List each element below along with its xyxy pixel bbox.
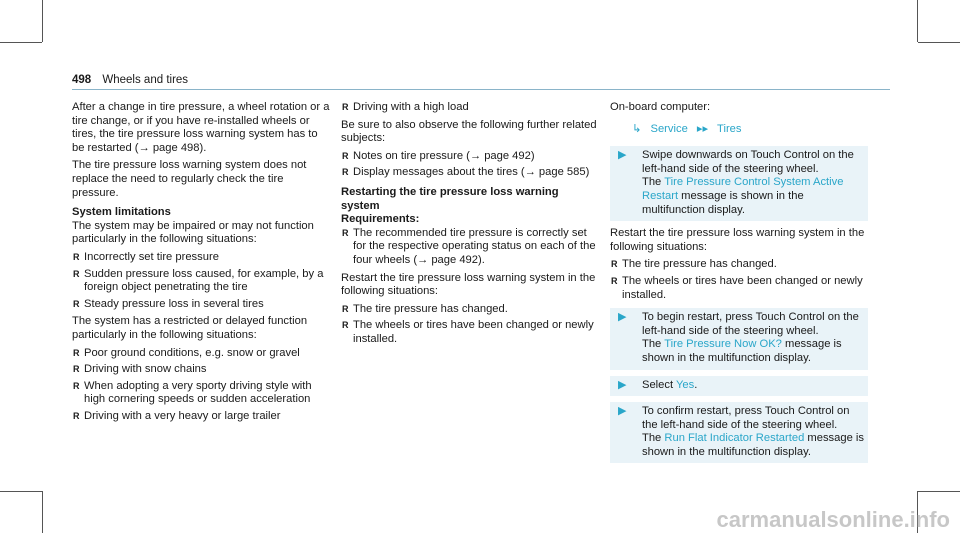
step-text: Swipe downwards on Touch Control on the left-hand side of the steering wheel. <box>642 149 854 175</box>
crop-mark <box>918 491 960 492</box>
paragraph: The system may be impaired or may not function particularly in the following situations: <box>72 219 314 246</box>
list-item: R Driving with a very heavy or large trailer <box>72 410 330 424</box>
crop-mark <box>0 491 42 492</box>
list-item: R Incorrectly set tire pressure <box>72 251 330 265</box>
bullet-list <box>72 347 330 424</box>
list-item: R Driving with a high load <box>341 101 599 115</box>
header-rule <box>72 89 890 90</box>
paragraph: Restart the tire pressure loss warning system in the following situations: <box>610 227 865 253</box>
double-chevron-icon: ▸▸ <box>696 122 709 135</box>
instruction-step <box>610 376 868 397</box>
list-item: R The tire pressure has changed. <box>610 258 868 272</box>
paragraph: After a change in tire pressure, a wheel rotation or a tire change, or if you have re-installed wheels or tires, the tire pressure loss warning system has to be restarted (→ page 498). <box>72 101 330 154</box>
list-item: R The wheels or tires have been changed or newly installed. <box>610 275 868 302</box>
bullet-list <box>610 258 868 302</box>
step-text <box>642 379 864 393</box>
crop-mark <box>42 491 43 533</box>
step-arrow-icon: ▶ <box>618 149 627 162</box>
step-result <box>642 432 864 459</box>
step-result-prefix: The <box>642 432 662 445</box>
section-heading: Restarting the tire pressure loss warning system <box>341 185 559 212</box>
list-item: R Poor ground conditions, e.g. snow or gravel <box>72 347 330 361</box>
page-number: 498 <box>72 74 92 86</box>
column-2 <box>341 101 599 351</box>
menu-tires: Tires <box>717 122 742 135</box>
list-item: R Sudden pressure loss caused, for example, by a foreign object penetrating the tire <box>72 268 330 295</box>
paragraph: The tire pressure loss warning system does not replace the need to regularly check the tire pressure. <box>72 159 307 199</box>
menu-service: Service <box>650 122 688 135</box>
paragraph: Be sure to also observe the following further related subjects: <box>341 118 597 145</box>
paragraph: Restart the tire pressure loss warning system in the following situations: <box>341 271 596 298</box>
crop-mark <box>918 42 960 43</box>
step-arrow-icon: ▶ <box>618 378 627 391</box>
list-item: R When adopting a very sporty driving style with high cornering speeds or sudden acceleration <box>72 380 330 407</box>
bullet-list <box>341 101 599 115</box>
bullet-list <box>341 150 599 180</box>
list-item: R Driving with snow chains <box>72 363 330 377</box>
step-result-suffix: message is shown in the multifunction display. <box>642 432 865 458</box>
bullet-list <box>341 303 599 347</box>
step-result <box>642 176 864 217</box>
section-title: Wheels and tires <box>102 74 189 86</box>
step-result-suffix: message is shown in the multifunction display. <box>642 338 842 364</box>
section-heading: System limitations <box>72 206 171 219</box>
page-header <box>72 74 188 88</box>
crop-mark <box>42 0 43 42</box>
step-result-suffix: message is shown in the multifunction display. <box>642 189 804 216</box>
bullet-list <box>72 251 330 311</box>
column-1 <box>72 101 330 427</box>
step-result-prefix: The <box>642 338 662 351</box>
step-result-prefix: The <box>642 176 662 189</box>
instruction-step <box>610 308 868 369</box>
crop-mark <box>0 42 42 43</box>
list-item: R The wheels or tires have been changed or newly installed. <box>341 319 599 346</box>
list-item: R Display messages about the tires (→ page 585) <box>341 166 599 180</box>
step-arrow-icon: ▶ <box>618 311 627 324</box>
intro-text: On-board computer: <box>610 101 711 113</box>
display-message: Tire Pressure Control System Active Restart <box>642 176 844 202</box>
menu-path <box>610 123 868 137</box>
requirements-heading: Requirements: <box>341 213 420 226</box>
list-item: R The tire pressure has changed. <box>341 303 599 317</box>
instruction-step <box>610 402 868 463</box>
crop-mark <box>917 0 918 42</box>
step-text: To confirm restart, press Touch Control on the left-hand side of the steering wheel. <box>642 405 850 431</box>
step-text-prefix: Select <box>642 378 674 391</box>
display-message: Tire Pressure Now OK? <box>664 338 782 351</box>
list-item: R Notes on tire pressure (→ page 492) <box>341 150 599 164</box>
list-item: R Steady pressure loss in several tires <box>72 298 330 312</box>
column-3 <box>610 101 868 469</box>
watermark: carmanualsonline.info <box>716 507 950 533</box>
step-result <box>642 338 864 365</box>
bullet-list <box>341 227 599 268</box>
step-arrow-icon: ▶ <box>618 405 627 418</box>
display-option: Yes <box>676 378 695 391</box>
list-item: R The recommended tire pressure is correctly set for the respective operating status on each of the four wheels (→ page 492). <box>341 227 599 268</box>
instruction-step <box>610 146 868 221</box>
step-text: To begin restart, press Touch Control on the left-hand side of the steering wheel. <box>642 311 859 337</box>
display-message: Run Flat Indicator Restarted <box>664 432 805 445</box>
paragraph: The system has a restricted or delayed function particularly in the following situations: <box>72 315 308 341</box>
step-text-suffix: . <box>694 378 698 391</box>
nav-arrow-icon: ↳ <box>632 122 642 135</box>
